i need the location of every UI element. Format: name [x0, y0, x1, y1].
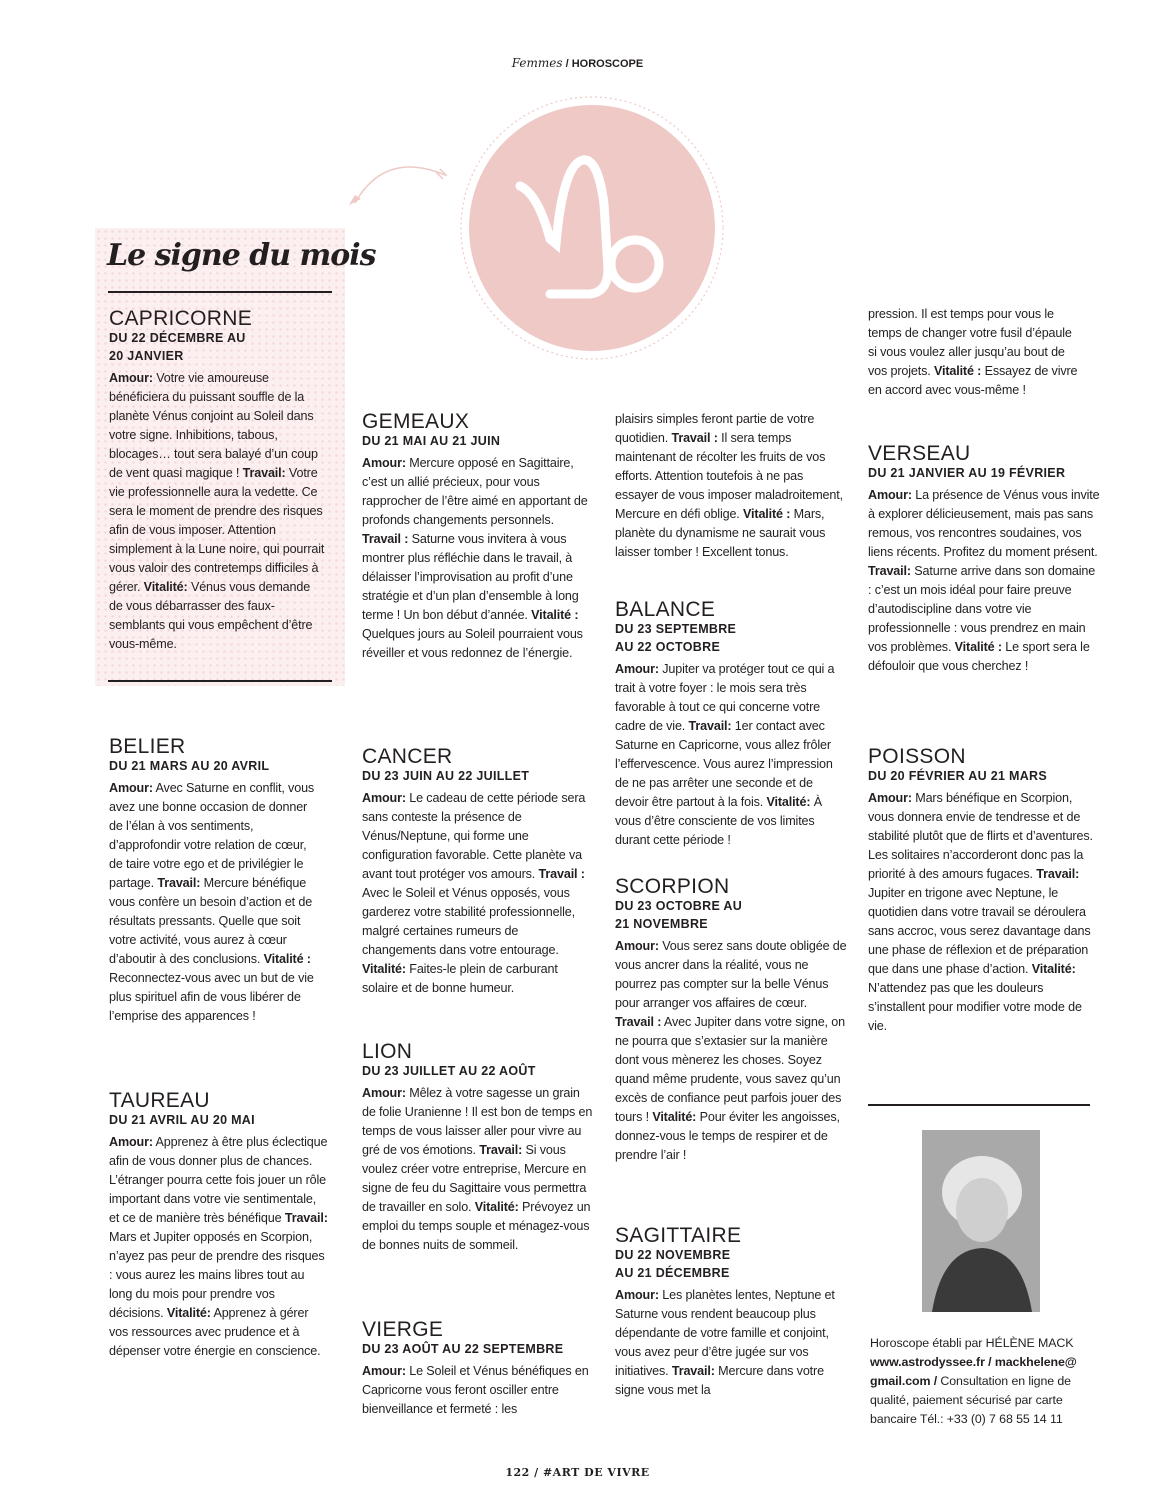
sign-text: [362, 454, 594, 663]
section-text: Mercure dans votre signe vous met la: [615, 1364, 824, 1397]
section-text: Reconnectez-vous avec un but de vie plus spirituel afin de vous libérer de l’emprise des apparences !: [109, 971, 314, 1023]
section-text: Quelques jours au Soleil pourraient vous réveiller et vous redonnez de l’énergie.: [362, 627, 583, 660]
section-label: Vitalité:: [143, 580, 188, 594]
section-text: Saturne arrive dans son domaine : c’est un mois idéal pour faire preuve d’autodiscipline dans votre vie professionnelle : vous prendrez en main vos problèmes.: [868, 564, 1096, 654]
sign-name: LION: [362, 1040, 413, 1063]
sign-belier: [109, 736, 319, 1026]
section-text: Avec Jupiter dans votre signe, on ne pourra que s’extasier sur la manière dont vous mènerez les choses. Soyez quand même prudente, vous savez qu’un excès de confiance peut parfois jouer des tours !: [615, 1015, 845, 1124]
section-text: 1er contact avec Saturne en Capricorne, vous allez frôler l’effervescence. Vous aurez l’impression de ne pas arrêter une seconde et de devoir être partout à la fois.: [615, 719, 833, 809]
section-text: La présence de Vénus vous invite à explorer délicieusement, mais pas sans remous, vos rencontres soudaines, vos liens récents. Profitez du moment présent.: [868, 488, 1100, 559]
section-label: Amour:: [109, 371, 153, 385]
sign-text: [362, 1362, 594, 1419]
section-text: Vous serez sans doute obligée de vous ancrer dans la réalité, vous ne pourrez pas compter sur la belle Vénus pour arranger vos affaires de cœur.: [615, 939, 847, 1010]
section-text: pression. Il est temps pour vous le temps de changer votre fusil d’épaule si vous voulez aller jusqu’au bout de vos projets.: [868, 307, 1072, 378]
section-label: Vitalité:: [166, 1306, 211, 1320]
section-text: Essayez de vivre en accord avec vous-même !: [868, 364, 1078, 397]
author-photo: [922, 1130, 1040, 1312]
section-text: Vénus vous demande de vous débarrasser des faux-semblants qui vous empêchent d’être vous-même.: [109, 580, 313, 651]
sign-name: BELIER: [109, 735, 186, 758]
section-label: Travail :: [671, 431, 718, 445]
section-text: N’attendez pas que les douleurs s’installent pour modifier votre mode de vie.: [868, 981, 1082, 1033]
section-text: À vous d’être consciente de vos limites durant cette période !: [615, 795, 822, 847]
section-label: Travail:: [868, 564, 911, 578]
sign-text: [868, 789, 1100, 1036]
sign-balance: [615, 599, 847, 850]
section-text: Mercure opposé en Sagittaire, c’est un allié précieux, pour vous rapprocher de l’être aimé en apportant de profonds changements personnels.: [362, 456, 588, 527]
sign-text: [615, 410, 847, 562]
sign-name: VIERGE: [362, 1318, 444, 1341]
sign-name: CANCER: [362, 745, 453, 768]
section-label: Amour:: [615, 1288, 659, 1302]
section-text: plaisirs simples feront partie de votre quotidien.: [615, 412, 815, 445]
section-text: Apprenez à gérer vos ressources avec prudence et à dépenser votre énergie en conscience.: [109, 1306, 321, 1358]
sign-date: DU 23 JUIN AU 22 JUILLET: [362, 769, 530, 783]
section-label: Amour:: [109, 1135, 153, 1149]
section-label: Travail:: [242, 466, 286, 480]
section-label: Vitalité:: [1031, 962, 1076, 976]
section-text: Faites-le plein de carburant solaire et de bonne humeur.: [362, 962, 558, 995]
section-label: Travail :: [615, 1015, 662, 1029]
section-label: Travail :: [362, 532, 409, 546]
sign-name: CAPRICORNE: [109, 307, 253, 330]
credit-contact[interactable]: www.astrodyssee.fr / mackhelene@ gmail.com /: [870, 1355, 1077, 1388]
section-label: Travail:: [688, 719, 732, 733]
section-label: Amour:: [362, 1364, 406, 1378]
sign-sagittaire-continued: [868, 305, 1078, 400]
section-text: Votre vie professionnelle aura la vedette. Ce sera le moment de prendre des risques afin de vous imposer. Attention simplement à la Lune noire, qui pourrait vous valoir des contretemps difficiles à gérer.: [109, 466, 325, 594]
section-label: Amour:: [615, 939, 659, 953]
sign-text: [362, 1084, 594, 1255]
sign-name: SAGITTAIRE: [615, 1224, 742, 1247]
sign-date: DU 23 AOÛT AU 22 SEPTEMBRE: [362, 1342, 564, 1356]
section-text: Jupiter en trigone avec Neptune, le quotidien dans votre travail se déroulera sans accroc, vous serez davantage dans une phase de réflexion et de préparation que dans une phase d’action.: [868, 886, 1091, 976]
section-text: Mars et Jupiter opposés en Scorpion, n’ayez pas peur de prendre des risques : vous aurez les mains libres tout au long du mois pour prendre vos décisions.: [109, 1230, 325, 1320]
section-label: Travail:: [157, 876, 201, 890]
section-text: Le sport sera le défouloir que vous cherchez !: [868, 640, 1090, 673]
section-label: Vitalité:: [474, 1200, 519, 1214]
section-label: Travail:: [479, 1143, 523, 1157]
divider: [108, 291, 332, 293]
section-text: Avec le Soleil et Vénus opposés, vous garderez votre stabilité professionnelle, malgré certaines rumeurs de changements dans votre entourage.: [362, 886, 575, 957]
section-text: Apprenez à être plus éclectique afin de vous donner plus de chances. L’étranger pourra cette fois jouer un rôle important dans votre vie sentimentale, et ce de manière très bénéfique: [109, 1135, 328, 1225]
sign-text: [868, 305, 1078, 400]
credit-intro: Horoscope établi par HÉLÈNE MACK: [870, 1336, 1074, 1350]
section-label: Vitalité:: [766, 795, 811, 809]
sign-name: GEMEAUX: [362, 410, 470, 433]
sign-text: [109, 1133, 329, 1361]
section-label: Amour:: [615, 662, 659, 676]
section-text: Votre vie amoureuse bénéficiera du puissant souffle de la planète Vénus conjoint au Soleil dans votre signe. Inhibitions, tabous, blocages… tout sera balayé d’un coup de vent quasi magique !: [109, 371, 318, 480]
section-label: Vitalité :: [933, 364, 982, 378]
section-label: Travail :: [538, 867, 585, 881]
section-label: Vitalité :: [743, 507, 791, 521]
sign-text: [615, 937, 847, 1165]
sign-sagittaire: [615, 1225, 847, 1400]
sign-lion: [362, 1041, 594, 1255]
divider: [868, 1104, 1090, 1106]
section-label: Vitalité:: [362, 962, 406, 976]
section-label: Amour:: [868, 791, 912, 805]
section-text: Le Soleil et Vénus bénéfiques en Capricorne vous feront osciller entre bienveillance et fermeté : les: [362, 1364, 589, 1416]
section-label: Vitalité:: [652, 1110, 697, 1124]
section-label: Amour:: [362, 456, 406, 470]
sign-poisson: [868, 746, 1100, 1036]
sign-verseau: [868, 443, 1100, 676]
credit-details: Consultation en ligne de qualité, paiement sécurisé par carte bancaire Tél.: +33 (0) 7 68 55 14 11: [870, 1374, 1071, 1426]
section-text: Mars, planète du dynamisme ne saurait vous laisser tomber ! Excellent tonus.: [615, 507, 826, 559]
sign-vierge: [362, 1319, 594, 1419]
sign-text: [362, 789, 594, 998]
section-text: Les planètes lentes, Neptune et Saturne vous rendent beaucoup plus dépendante de votre famille et conjoint, vous avez peur d’être jugée sur vos initiatives.: [615, 1288, 835, 1378]
capricorn-symbol-icon: [458, 94, 726, 362]
section-text: Prévoyez un emploi du temps souple et ménagez-vous de bonnes nuits de sommeil.: [362, 1200, 591, 1252]
section-text: Le cadeau de cette période sera sans conteste la présence de Vénus/Neptune, qui forme une configuration favorable. Cette planète va avant tout protéger vos amours.: [362, 791, 586, 881]
section-text: Mêlez à votre sagesse un grain de folie Uranienne ! Il est bon de temps en temps de vous laisser aller pour vivre au gré de vos émotions.: [362, 1086, 593, 1157]
sign-capricorne: [109, 308, 327, 654]
sign-date: DU 21 MAI AU 21 JUIN: [362, 434, 501, 448]
section-label: Amour:: [109, 781, 153, 795]
section-text: Mars bénéfique en Scorpion, vous donnera envie de tendresse et de stabilité plutôt que de flirts et d’aventures. Les solitaires n’accorderont donc pas la priorité à des amours fugaces.: [868, 791, 1093, 881]
sign-name: POISSON: [868, 745, 966, 768]
sign-name: SCORPION: [615, 875, 730, 898]
sign-date: DU 23 OCTOBRE AU 21 NOVEMBRE: [615, 899, 743, 931]
section-text: Mercure bénéfique vous confère un besoin d’action et de résultats pressants. Quelle que soit votre activité, vous aurez à cœur d’aboutir à des conclusions.: [109, 876, 313, 966]
curved-arrow-icon: [345, 155, 455, 210]
sign-date: DU 21 JANVIER AU 19 FÉVRIER: [868, 466, 1066, 480]
subsection-name: / HOROSCOPE: [565, 58, 644, 70]
author-credit: [870, 1334, 1100, 1429]
section-label: Vitalité :: [263, 952, 311, 966]
divider: [108, 680, 332, 682]
sign-date: DU 21 MARS AU 20 AVRIL: [109, 759, 270, 773]
sign-taureau: [109, 1090, 329, 1361]
sign-scorpion: [615, 876, 847, 1165]
sign-gemeaux: [362, 411, 594, 663]
sign-date: DU 23 JUILLET AU 22 AOÛT: [362, 1064, 536, 1078]
section-name: Femmes: [511, 56, 563, 70]
section-label: Vitalité :: [954, 640, 1002, 654]
sign-vierge-continued: [615, 410, 847, 562]
sign-date: DU 22 DÉCEMBRE AU 20 JANVIER: [109, 331, 246, 363]
sign-name: VERSEAU: [868, 442, 971, 465]
sign-text: [615, 1286, 847, 1400]
sign-of-month-title: Le signe du mois: [107, 238, 376, 273]
section-label: Travail:: [671, 1364, 715, 1378]
section-text: Saturne vous invitera à vous montrer plus réfléchie dans le travail, à délaisser l’improvisation au profit d’une stratégie et d’un plan d’ensemble à long terme ! Un bon début d’année.: [362, 532, 579, 622]
sign-date: DU 21 AVRIL AU 20 MAI: [109, 1113, 255, 1127]
sign-date: DU 23 SEPTEMBRE AU 22 OCTOBRE: [615, 622, 737, 654]
sign-text: [868, 486, 1100, 676]
sign-name: TAUREAU: [109, 1089, 210, 1112]
sign-date: DU 22 NOVEMBRE AU 21 DÉCEMBRE: [615, 1248, 731, 1280]
section-label: Travail:: [1036, 867, 1080, 881]
page-header: [0, 56, 1155, 70]
sign-name: BALANCE: [615, 598, 716, 621]
sign-text: [109, 779, 319, 1026]
sign-date: DU 20 FÉVRIER AU 21 MARS: [868, 769, 1047, 783]
sign-text: [109, 369, 327, 654]
section-text: Si vous voulez créer votre entreprise, Mercure en signe de feu du Sagittaire vous permettra de travailler en solo.: [362, 1143, 587, 1214]
section-label: Amour:: [362, 791, 406, 805]
section-label: Vitalité :: [531, 608, 579, 622]
section-text: Pour éviter les angoisses, donnez-vous le temps de respirer et de prendre l’air !: [615, 1110, 840, 1162]
section-text: Jupiter va protéger tout ce qui a trait à votre foyer : le mois sera très favorable à tout ce qui concerne votre cadre de vie.: [615, 662, 835, 733]
page-footer: 122 / #ART DE VIVRE: [505, 1466, 650, 1479]
sign-cancer: [362, 746, 594, 998]
section-text: Il sera temps maintenant de récolter les fruits de vos efforts. Attention toutefois à ne pas essayer de vous imposer maladroitement, Mercure en défi oblige.: [615, 431, 843, 521]
section-label: Amour:: [362, 1086, 406, 1100]
section-text: Avec Saturne en conflit, vous avez une bonne occasion de donner de l’élan à vos sentiments, d’approfondir votre relation de cœur, de taire votre ego et de privilégier le partage.: [109, 781, 315, 890]
section-label: Travail:: [284, 1211, 328, 1225]
sign-text: [615, 660, 847, 850]
section-label: Amour:: [868, 488, 912, 502]
